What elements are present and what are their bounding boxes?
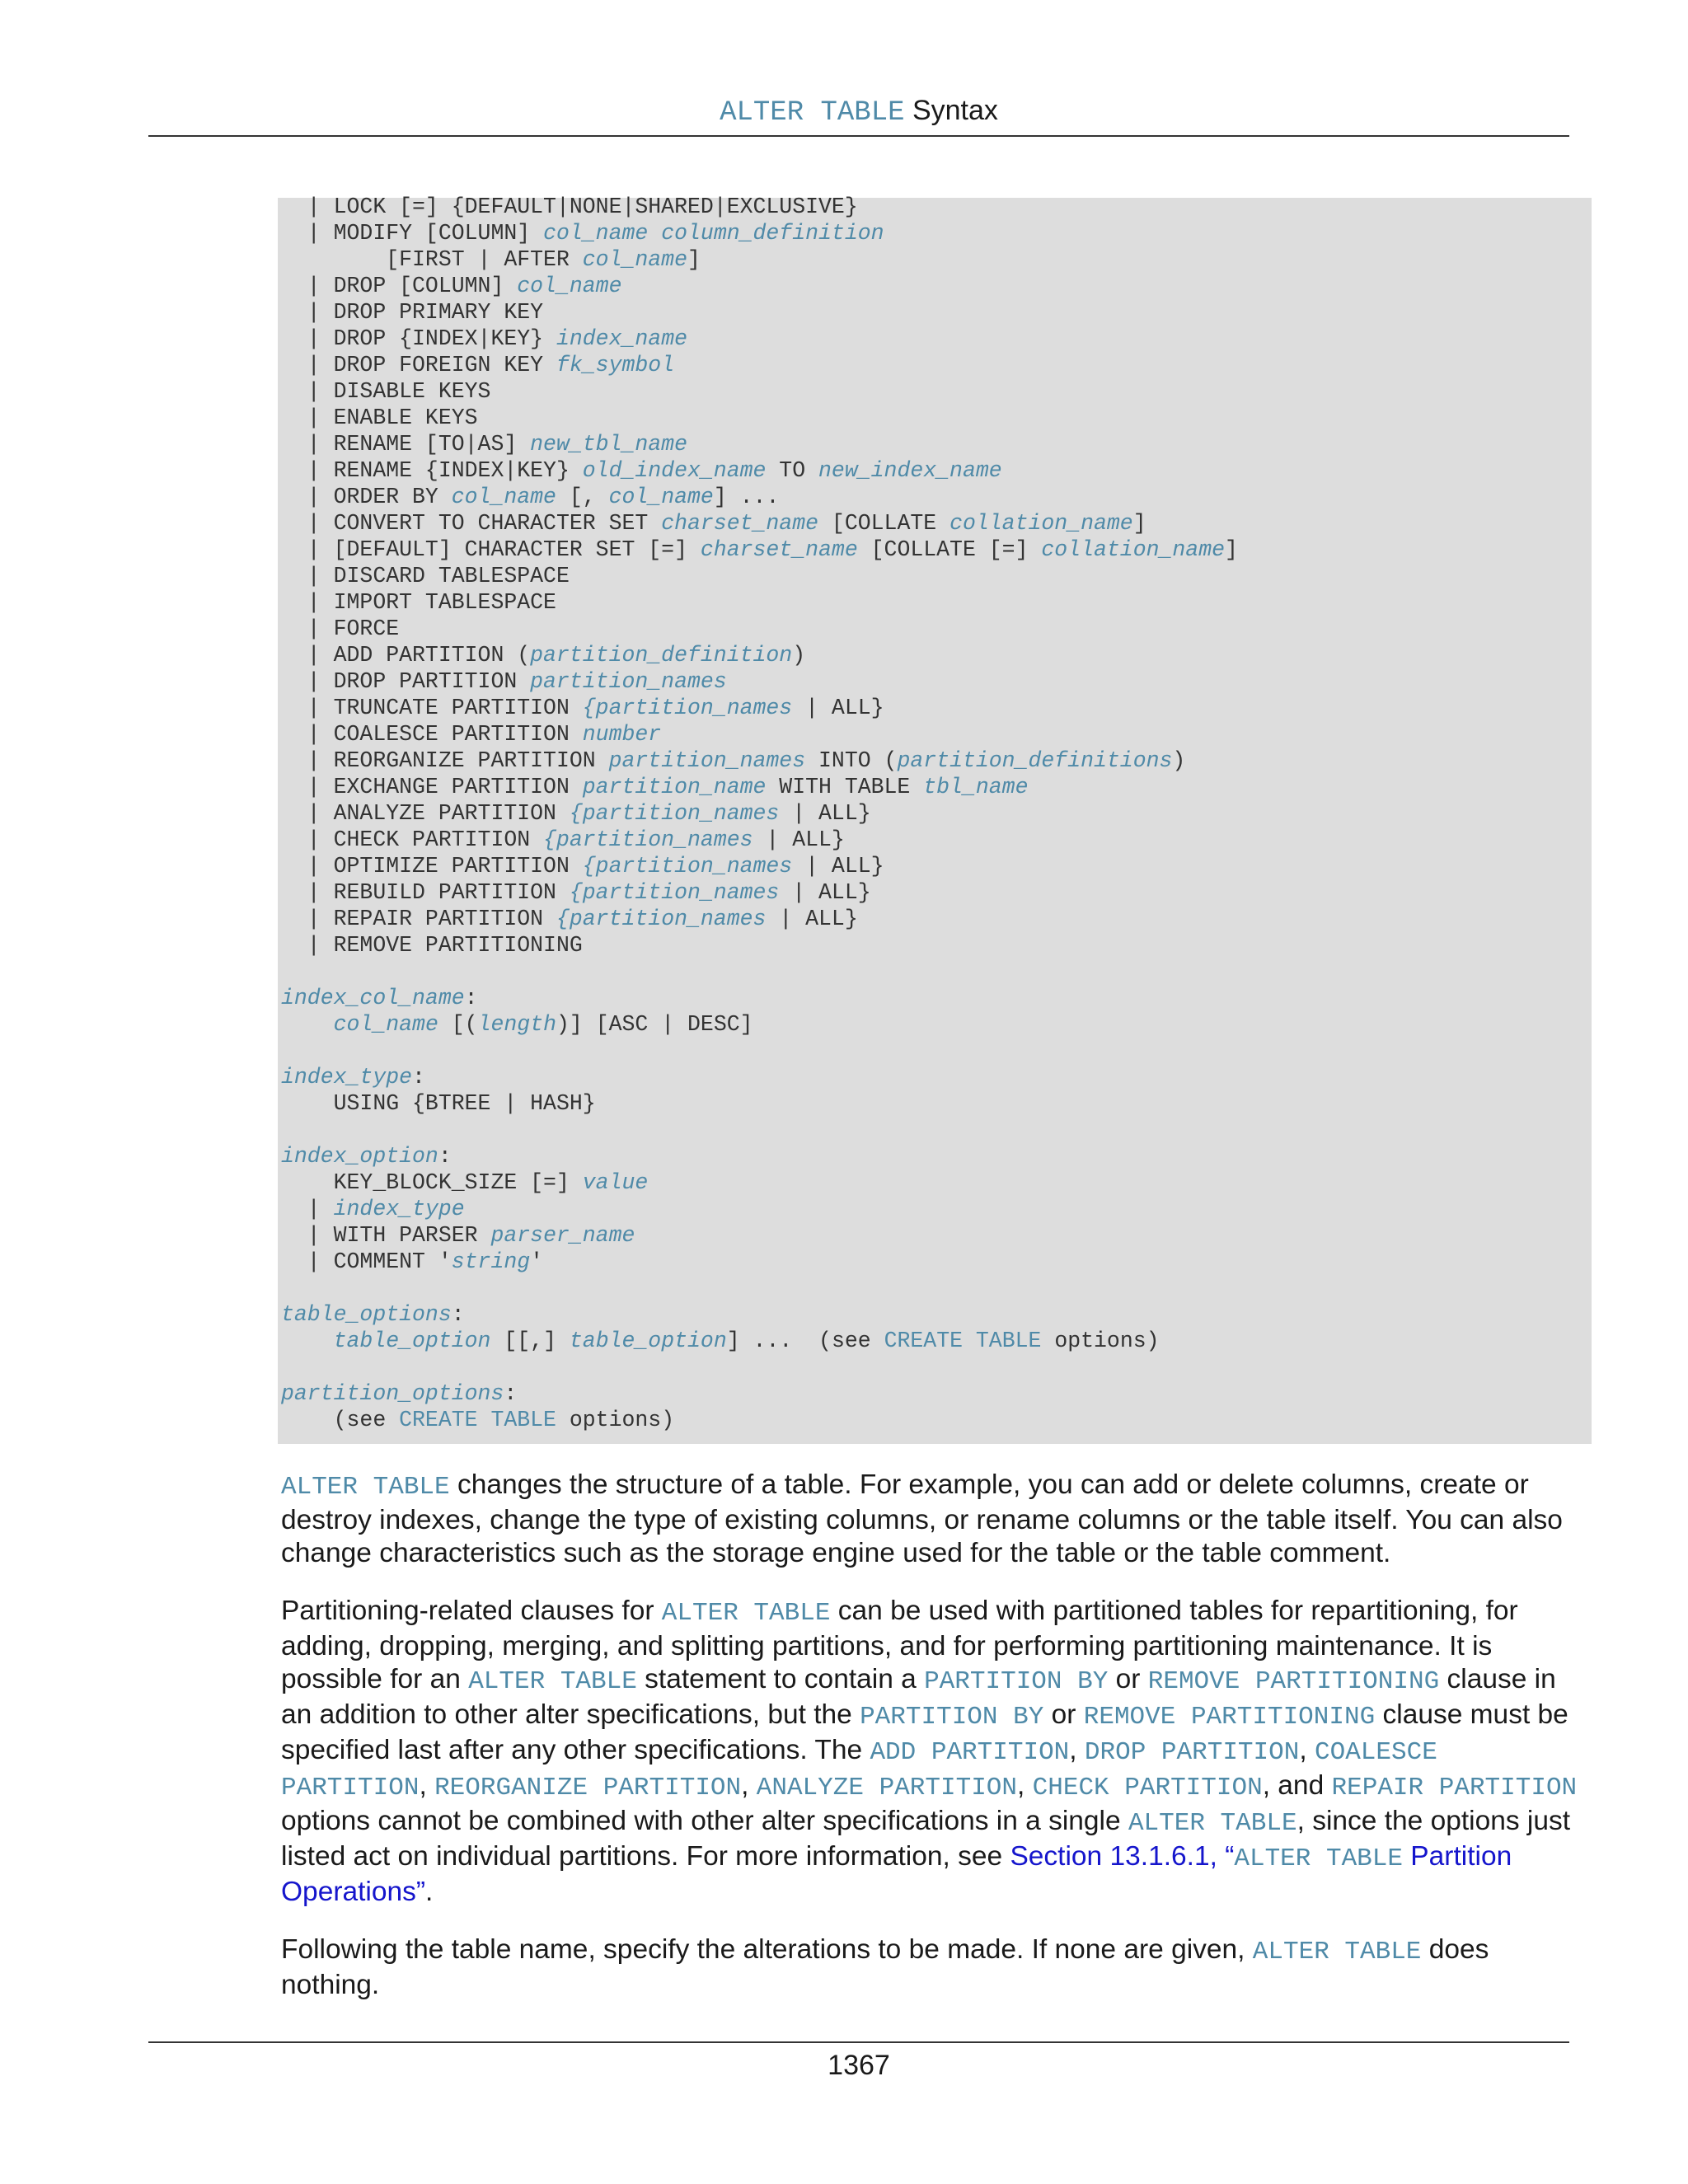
- code-variable: tbl_name: [923, 775, 1029, 799]
- code-line: | DROP [COLUMN] col_name: [281, 274, 622, 298]
- code-variable: index_name: [556, 326, 687, 351]
- inline-code: ANALYZE PARTITION: [756, 1774, 1018, 1802]
- inline-code: ALTER TABLE: [1234, 1844, 1403, 1873]
- code-variable: col_name: [543, 221, 649, 246]
- code-variable: index_type: [281, 1065, 413, 1090]
- code-line: | COALESCE PARTITION number: [281, 722, 662, 747]
- code-line: | MODIFY [COLUMN] col_name column_definition: [281, 221, 884, 246]
- code-line: | DISABLE KEYS: [281, 379, 491, 404]
- inline-code: DROP PARTITION: [1084, 1738, 1300, 1767]
- syntax-code-block: [278, 194, 1592, 1444]
- code-variable: collation_name: [1041, 537, 1226, 562]
- code-line: | WITH PARSER parser_name: [281, 1223, 635, 1248]
- code-line: | DROP {INDEX|KEY} index_name: [281, 326, 687, 351]
- code-variable: string: [451, 1249, 531, 1274]
- code-line: | REMOVE PARTITIONING: [281, 933, 583, 958]
- code-line: | RENAME {INDEX|KEY} old_index_name TO new_index_name: [281, 458, 1002, 483]
- code-line: | LOCK [=] {DEFAULT|NONE|SHARED|EXCLUSIVE}: [281, 194, 858, 219]
- inline-code: REMOVE PARTITIONING: [1083, 1703, 1376, 1732]
- code-variable: length: [477, 1012, 556, 1037]
- paragraph: Partitioning-related clauses for ALTER TABLE can be used with partitioned tables for repartitioning, for adding, dropping, merging, and splitting partitions, and for performing partitioning maintenance. It is possible for an ALTER TABLE statement to contain a PARTITION BY or REMOVE PARTITIONING clause in an addition to other alter specifications, but the PARTITION BY or REMOVE PARTITIONING clause must be specified last after any other specifications. The ADD PARTITION, DROP PARTITION, COALESCE PARTITION, REORGANIZE PARTITION, ANALYZE PARTITION, CHECK PARTITION, and REPAIR PARTITION options cannot be combined with other alter specifications in a single ALTER TABLE, since the options just listed act on individual partitions. For more information, see Section 13.1.6.1, “ALTER TABLE Partition Operations”.: [281, 1596, 1578, 1907]
- code-line: index_col_name:: [281, 986, 478, 1010]
- code-variable: col_name: [582, 247, 687, 272]
- code-line: | DROP PRIMARY KEY: [281, 300, 544, 325]
- section-link[interactable]: Section 13.1.6.1, “ALTER TABLE Partition Operations”: [281, 1841, 1512, 1907]
- code-variable: charset_name: [661, 511, 819, 536]
- code-line: USING {BTREE | HASH}: [281, 1091, 596, 1116]
- code-variable: collation_name: [950, 511, 1133, 536]
- code-line: | REBUILD PARTITION {partition_names | ALL}: [281, 880, 871, 905]
- code-line: table_option [[,] table_option] ... (see CREATE TABLE options): [333, 1329, 1160, 1353]
- code-variable: column_definition: [661, 221, 884, 246]
- page-number: 1367: [828, 2050, 890, 2081]
- inline-code: ALTER TABLE: [281, 1473, 450, 1502]
- inline-code: CHECK PARTITION: [1032, 1774, 1263, 1802]
- code-line: | ADD PARTITION (partition_definition): [281, 643, 806, 668]
- header-code: ALTER TABLE: [720, 97, 905, 129]
- inline-code: ADD PARTITION: [870, 1738, 1070, 1767]
- code-line: | DROP PARTITION partition_names: [281, 669, 727, 694]
- code-variable: charset_name: [700, 537, 858, 562]
- code-line: | EXCHANGE PARTITION partition_name WITH TABLE tbl_name: [281, 775, 1029, 799]
- code-line: KEY_BLOCK_SIZE [=] value: [281, 1170, 649, 1195]
- code-line: | TRUNCATE PARTITION {partition_names | ALL}: [281, 696, 884, 720]
- code-keyword-link: CREATE TABLE: [884, 1329, 1042, 1353]
- code-variable: col_name: [608, 485, 714, 509]
- inline-code: ALTER TABLE: [468, 1667, 637, 1696]
- header-rule: [148, 135, 1569, 137]
- code-variable: index_col_name: [281, 986, 465, 1010]
- code-variable: new_tbl_name: [530, 432, 687, 457]
- body-text: [281, 1469, 1583, 2027]
- code-variable: table_option: [333, 1329, 491, 1353]
- code-variable: col_name: [451, 485, 556, 509]
- code-line: [FIRST | AFTER col_name]: [281, 247, 701, 272]
- code-line: | REORGANIZE PARTITION partition_names INTO (partition_definitions): [281, 748, 1186, 773]
- code-variable: partition_options: [281, 1381, 504, 1406]
- code-listing: [281, 194, 1592, 1433]
- code-variable: partition_name: [582, 775, 767, 799]
- code-variable: index_option: [281, 1144, 438, 1169]
- code-variable: col_name: [517, 274, 622, 298]
- code-line: table_options:: [281, 1302, 465, 1327]
- inline-code: REMOVE PARTITIONING: [1147, 1667, 1440, 1696]
- inline-code: ALTER TABLE: [661, 1599, 831, 1628]
- footer-rule: [148, 2041, 1569, 2043]
- code-line: | CHECK PARTITION {partition_names | ALL}: [281, 827, 845, 852]
- code-variable: col_name: [333, 1012, 438, 1037]
- code-line: | OPTIMIZE PARTITION {partition_names | ALL}: [281, 854, 884, 879]
- code-line: | ANALYZE PARTITION {partition_names | ALL}: [281, 801, 871, 826]
- header-text: Syntax: [912, 95, 998, 126]
- code-variable: old_index_name: [582, 458, 767, 483]
- code-variable: {partition_names: [556, 907, 767, 931]
- code-variable: table_options: [281, 1302, 452, 1327]
- inline-code: COALESCE PARTITION: [281, 1738, 1437, 1802]
- page-header: [148, 94, 1569, 129]
- code-variable: partition_names: [530, 669, 727, 694]
- code-variable: partition_definitions: [897, 748, 1173, 773]
- paragraph: ALTER TABLE changes the structure of a table. For example, you can add or delete columns, create or destroy indexes, change the type of existing columns, or rename columns or the table itself. You can also change characteristics such as the storage engine used for the table or the table comment.: [281, 1469, 1563, 1568]
- code-variable: new_index_name: [818, 458, 1002, 483]
- inline-code: ALTER TABLE: [1128, 1809, 1297, 1838]
- code-line: | COMMENT 'string': [281, 1249, 544, 1274]
- code-keyword-link: CREATE TABLE: [399, 1408, 556, 1432]
- inline-code: REPAIR PARTITION: [1331, 1774, 1578, 1802]
- inline-code: ALTER TABLE: [1252, 1938, 1422, 1966]
- code-line: | IMPORT TABLESPACE: [281, 590, 556, 615]
- code-line: | CONVERT TO CHARACTER SET charset_name [COLLATE collation_name]: [281, 511, 1146, 536]
- code-line: | RENAME [TO|AS] new_tbl_name: [281, 432, 687, 457]
- code-line: partition_options:: [281, 1381, 518, 1406]
- code-variable: {partition_names: [569, 880, 780, 905]
- code-variable: {partition_names: [582, 854, 793, 879]
- code-variable: index_type: [333, 1197, 465, 1221]
- code-variable: {partition_names: [543, 827, 753, 852]
- code-line: | DISCARD TABLESPACE: [281, 564, 570, 588]
- code-line: index_option:: [281, 1144, 452, 1169]
- paragraph: Following the table name, specify the alterations to be made. If none are given, ALTER TABLE does nothing.: [281, 1934, 1489, 2000]
- code-line: col_name [(length)] [ASC | DESC]: [333, 1012, 753, 1037]
- code-variable: value: [582, 1170, 649, 1195]
- inline-code: PARTITION BY: [924, 1667, 1109, 1696]
- inline-code: REORGANIZE PARTITION: [434, 1774, 742, 1802]
- code-variable: {partition_names: [569, 801, 780, 826]
- code-line: | DROP FOREIGN KEY fk_symbol: [281, 353, 675, 377]
- code-line: | ORDER BY col_name [, col_name] ...: [281, 485, 780, 509]
- code-variable: {partition_names: [582, 696, 793, 720]
- code-variable: number: [582, 722, 662, 747]
- code-variable: partition_names: [608, 748, 806, 773]
- code-variable: fk_symbol: [556, 353, 675, 377]
- inline-code: PARTITION BY: [860, 1703, 1044, 1732]
- code-line: | index_type: [281, 1197, 465, 1221]
- code-line: | FORCE: [281, 616, 400, 641]
- code-variable: table_option: [569, 1329, 727, 1353]
- code-line: | [DEFAULT] CHARACTER SET [=] charset_name [COLLATE [=] collation_name]: [281, 537, 1238, 562]
- code-line: | REPAIR PARTITION {partition_names | ALL}: [281, 907, 858, 931]
- code-line: (see CREATE TABLE options): [281, 1408, 675, 1432]
- code-line: index_type:: [281, 1065, 425, 1090]
- code-variable: parser_name: [490, 1223, 635, 1248]
- code-variable: partition_definition: [530, 643, 793, 668]
- code-line: | ENABLE KEYS: [281, 405, 478, 430]
